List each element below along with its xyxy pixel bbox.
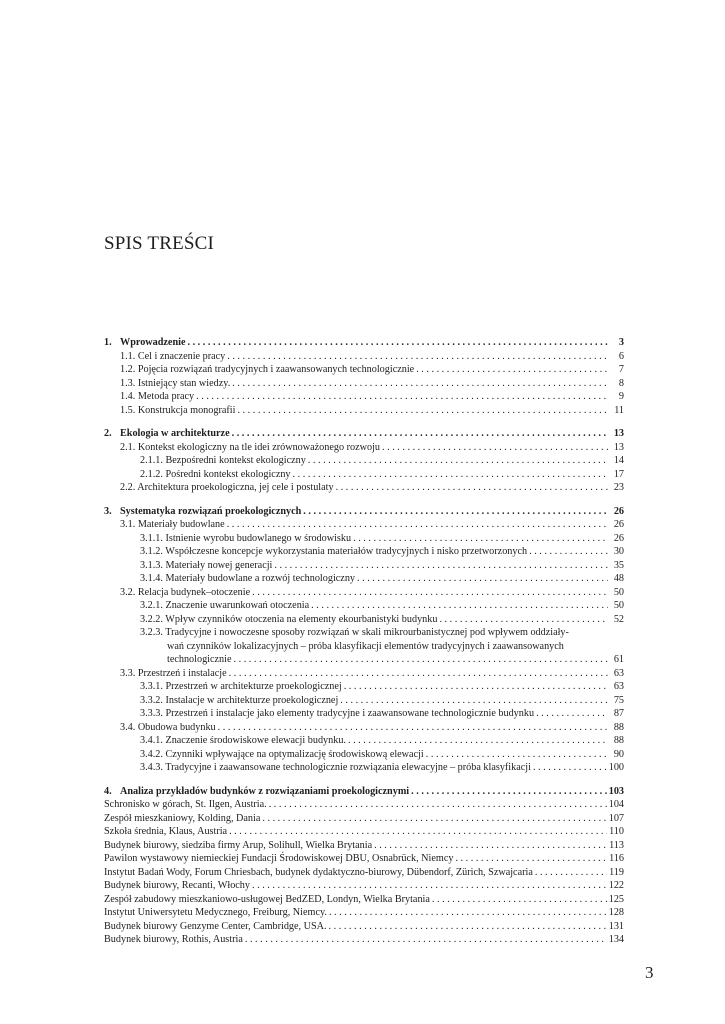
- toc-entry: [104, 518, 624, 532]
- toc-page-number: 52: [613, 613, 624, 625]
- toc-page-number: 61: [613, 654, 624, 665]
- dot-leader: [293, 468, 608, 482]
- toc-page-number: 50: [613, 600, 624, 611]
- toc-entry: [104, 468, 624, 482]
- toc-chapter: [104, 505, 624, 519]
- toc-entry-text: 1.2. Pojęcia rozwiązań tradycyjnych i zaawansowanych technologicznie: [120, 364, 415, 375]
- toc-page-number: 63: [613, 667, 624, 679]
- toc-entry-text: 3.4.1. Znaczenie środowiskowe elewacji budynku.: [140, 735, 346, 746]
- toc-entry-text: 3.3. Przestrzeń i instalacje: [120, 667, 227, 679]
- dot-leader: [308, 454, 608, 468]
- toc-page-number: 87: [613, 708, 624, 719]
- dot-leader: [245, 933, 607, 947]
- toc-page-number: 3: [618, 337, 624, 348]
- toc-entry-text: Zespół mieszkaniowy, Kolding, Dania: [104, 812, 261, 824]
- toc-entry-text: Instytut Badań Wody, Forum Chriesbach, budynek dydaktyczno-biurowy, Dübendorf, Zürich, Szwajcaria: [104, 866, 533, 878]
- dot-leader: [357, 572, 608, 586]
- dot-leader: [344, 680, 608, 694]
- toc-page-number: 11: [614, 404, 624, 416]
- toc-page-number: 6: [618, 350, 624, 362]
- toc-entry: [104, 390, 624, 404]
- dot-leader: [535, 866, 607, 880]
- toc-page-number: 113: [609, 839, 624, 851]
- chapter-number: 2.: [104, 428, 112, 439]
- toc-entry: [104, 559, 624, 573]
- dot-leader: [269, 798, 607, 812]
- toc-entry: [104, 933, 624, 947]
- dot-leader: [432, 893, 607, 907]
- toc-entry-text: 1.3. Istniejący stan wiedzy.: [120, 377, 231, 389]
- toc-entry-text: 3.2.2. Wpływ czynników otoczenia na elementy ekourbanistyki budynku: [140, 613, 438, 625]
- toc-entry: [104, 920, 624, 934]
- toc-page-number: 35: [613, 559, 624, 571]
- toc-entry: [104, 363, 624, 377]
- toc-page-number: 48: [613, 573, 624, 584]
- toc-page-number: 90: [613, 748, 624, 760]
- toc-page-number: 13: [613, 441, 624, 453]
- toc-entry-text: Instytut Uniwersytetu Medycznego, Freiburg, Niemcy.: [104, 907, 327, 918]
- toc-page-number: 100: [608, 762, 624, 773]
- dot-leader: [196, 390, 608, 404]
- toc-page-number: 26: [613, 532, 624, 544]
- chapter-number: 1.: [104, 337, 112, 348]
- dot-leader: [374, 839, 607, 853]
- dot-leader: [229, 825, 607, 839]
- toc-page-number: 104: [608, 799, 624, 810]
- toc-page-number: 110: [609, 826, 624, 837]
- toc-page-number: 50: [613, 586, 624, 598]
- toc-page-number: 88: [613, 721, 624, 733]
- toc-page-number: 26: [613, 505, 624, 517]
- toc-page-number: 23: [613, 482, 624, 493]
- toc-entry: [104, 694, 624, 708]
- page-number: 3: [645, 963, 654, 982]
- dot-leader: [336, 481, 608, 495]
- toc-entry: [104, 812, 624, 826]
- toc-entry-text: Budynek biurowy, Recanti, Włochy: [104, 880, 250, 891]
- dot-leader: [252, 586, 608, 600]
- toc-entry-text: 3.1.4. Materiały budowlane a rozwój technologiczny: [140, 573, 356, 584]
- table-of-contents: [104, 336, 624, 947]
- toc-entry-text: technologicznie: [167, 654, 232, 665]
- toc-page-number: 122: [608, 880, 624, 891]
- toc-entry: [104, 906, 624, 920]
- toc-chapter: [104, 427, 624, 441]
- toc-entry-text: Budynek biurowy, Rothis, Austria: [104, 934, 243, 945]
- toc-entry: [104, 545, 624, 559]
- dot-leader: [232, 377, 608, 391]
- toc-entry: [104, 839, 624, 853]
- toc-page-number: 7: [618, 364, 624, 375]
- dot-leader: [311, 599, 608, 613]
- dot-leader: [252, 879, 607, 893]
- toc-entry: [104, 893, 624, 907]
- toc-page-number: 14: [613, 455, 624, 466]
- toc-entry-line: 3.2.3. Tradycyjne i nowoczesne sposoby rozwiązań w skali mikrourbanistycznej pod wpływem oddziały-: [140, 627, 569, 638]
- toc-entry-text: 3.4.2. Czynniki wpływające na optymalizację środowiskową elewacji: [140, 748, 424, 760]
- toc-entry-text: Systematyka rozwiązań proekologicznych: [120, 505, 302, 517]
- toc-entry-text: 3.3.1. Przestrzeń w architekturze proekologicznej: [140, 681, 342, 692]
- toc-entry-text: 1.5. Konstrukcja monografii: [120, 404, 236, 416]
- toc-entry: [104, 707, 624, 721]
- toc-entry: [104, 586, 624, 600]
- section-gap: [104, 775, 624, 785]
- toc-entry-text: Analiza przykładów budynków z rozwiązaniami proekologicznymi: [120, 785, 410, 797]
- toc-entry-text: 3.1.1. Istnienie wyrobu budowlanego w środowisku: [140, 532, 352, 544]
- toc-entry: [104, 879, 624, 893]
- toc-page-number: 63: [613, 681, 624, 692]
- toc-entry: [104, 721, 624, 735]
- dot-leader: [237, 404, 608, 418]
- toc-page-number: 116: [609, 853, 624, 864]
- dot-leader: [353, 532, 608, 546]
- dot-leader: [382, 441, 608, 455]
- toc-entry-text: Zespół zabudowy mieszkaniowo-usługowej BedZED, Londyn, Wielka Brytania: [104, 893, 430, 905]
- dot-leader: [232, 427, 608, 441]
- toc-entry-text: 3.1.2. Współczesne koncepcje wykorzystania materiałów tradycyjnych i nisko przetworzonych: [140, 546, 528, 557]
- toc-page-number: 75: [613, 694, 624, 706]
- page-title: SPIS TREŚCI: [104, 233, 215, 254]
- toc-entry: [104, 748, 624, 762]
- toc-page-number: 8: [618, 377, 624, 389]
- toc-entry: [104, 377, 624, 391]
- toc-page-number: 26: [613, 519, 624, 530]
- toc-entry: [104, 613, 624, 627]
- section-gap: [104, 495, 624, 505]
- toc-entry-text: Schronisko w górach, St. Ilgen, Austria.: [104, 799, 267, 810]
- toc-entry: [104, 667, 624, 681]
- toc-entry: [104, 441, 624, 455]
- toc-page-number: 88: [613, 735, 624, 746]
- dot-leader: [234, 653, 609, 667]
- toc-page-number: 119: [609, 866, 624, 878]
- dot-leader: [411, 785, 607, 799]
- toc-entry-text: Budynek biurowy Genzyme Center, Cambridge, USA.: [104, 920, 327, 932]
- dot-leader: [329, 906, 607, 920]
- toc-entry-text: 2.1.1. Bezpośredni kontekst ekologiczny: [140, 455, 306, 466]
- toc-entry-text: Wprowadzenie: [120, 337, 186, 348]
- toc-entry: [104, 680, 624, 694]
- toc-entry: [104, 532, 624, 546]
- toc-entry-text: 2.2. Architektura proekologiczna, jej cele i postulaty: [120, 482, 334, 493]
- dot-leader: [218, 721, 608, 735]
- dot-leader: [348, 734, 608, 748]
- toc-page-number: 128: [608, 907, 624, 918]
- dot-leader: [274, 559, 608, 573]
- toc-entry-text: 1.4. Metoda pracy: [120, 391, 195, 402]
- toc-entry: [104, 481, 624, 495]
- dot-leader: [227, 518, 608, 532]
- dot-leader: [340, 694, 608, 708]
- dot-leader: [439, 613, 608, 627]
- toc-page-number: 30: [613, 546, 624, 557]
- toc-entry: [104, 734, 624, 748]
- dot-leader: [416, 363, 608, 377]
- toc-entry-text: Pawilon wystawowy niemieckiej Fundacji Środowiskowej DBU, Osnabrück, Niemcy: [104, 853, 454, 864]
- toc-entry-text: 1.1. Cel i znaczenie pracy: [120, 350, 226, 362]
- toc-page-number: 125: [608, 893, 624, 905]
- dot-leader: [229, 667, 608, 681]
- toc-page-number: 13: [613, 428, 624, 439]
- toc-entry: [104, 350, 624, 364]
- dot-leader: [303, 505, 608, 519]
- toc-entry-text: Budynek biurowy, siedziba firmy Arup, Solihull, Wielka Brytania: [104, 839, 373, 851]
- toc-page-number: 131: [608, 920, 624, 932]
- toc-entry-text: 3.2. Relacja budynek–otoczenie: [120, 586, 251, 598]
- toc-page-number: 107: [608, 812, 624, 824]
- dot-leader: [329, 920, 607, 934]
- dot-leader: [455, 852, 607, 866]
- chapter-number: 4.: [104, 785, 112, 797]
- toc-entry-text: 3.3.3. Przestrzeń i instalacje jako elementy tradycyjne i zaawansowane technologicznie budynku: [140, 708, 535, 719]
- toc-entry: [104, 454, 624, 468]
- toc-entry: [104, 404, 624, 418]
- dot-leader: [529, 545, 608, 559]
- toc-page-number: 103: [608, 785, 624, 797]
- toc-page-number: 134: [608, 934, 624, 945]
- toc-page-number: 9: [618, 391, 624, 402]
- toc-entry: [104, 798, 624, 812]
- toc-entry: [104, 825, 624, 839]
- toc-entry-text: 2.1. Kontekst ekologiczny na tle idei zrównoważonego rozwoju: [120, 441, 380, 453]
- toc-entry-text: 3.2.1. Znaczenie uwarunkowań otoczenia: [140, 600, 310, 611]
- toc-entry: [104, 761, 624, 775]
- toc-entry-text: 3.3.2. Instalacje w architekturze proekologicznej: [140, 694, 339, 706]
- dot-leader: [533, 761, 607, 775]
- chapter-number: 3.: [104, 505, 112, 517]
- toc-entry-text: Ekologia w architekturze: [120, 428, 230, 439]
- toc-chapter: [104, 785, 624, 799]
- dot-leader: [426, 748, 608, 762]
- toc-entry-text: 3.1.3. Materiały nowej generacji: [140, 559, 273, 571]
- toc-entry-multiline: [104, 626, 624, 667]
- toc-entry: [104, 852, 624, 866]
- toc-entry: [104, 572, 624, 586]
- toc-entry-text: 3.1. Materiały budowlane: [120, 519, 225, 530]
- dot-leader: [187, 336, 608, 350]
- toc-entry: [104, 866, 624, 880]
- toc-entry-text: 3.4. Obudowa budynku: [120, 721, 216, 733]
- dot-leader: [262, 812, 606, 826]
- section-gap: [104, 417, 624, 427]
- toc-entry: [140, 653, 624, 667]
- dot-leader: [536, 707, 608, 721]
- toc-entry-text: 2.1.2. Pośredni kontekst ekologiczny: [140, 468, 291, 480]
- toc-entry-text: 3.4.3. Tradycyjne i zaawansowane technologicznie rozwiązania elewacyjne – próba klasyfikacji: [140, 762, 531, 773]
- toc-entry-text: Szkoła średnia, Klaus, Austria: [104, 826, 228, 837]
- toc-entry: [104, 599, 624, 613]
- dot-leader: [227, 350, 608, 364]
- toc-chapter: [104, 336, 624, 350]
- toc-page-number: 17: [613, 468, 624, 480]
- toc-entry-line: wań czynników lokalizacyjnych – próba klasyfikacji elementów tradycyjnych i zaawansowanych: [167, 640, 564, 652]
